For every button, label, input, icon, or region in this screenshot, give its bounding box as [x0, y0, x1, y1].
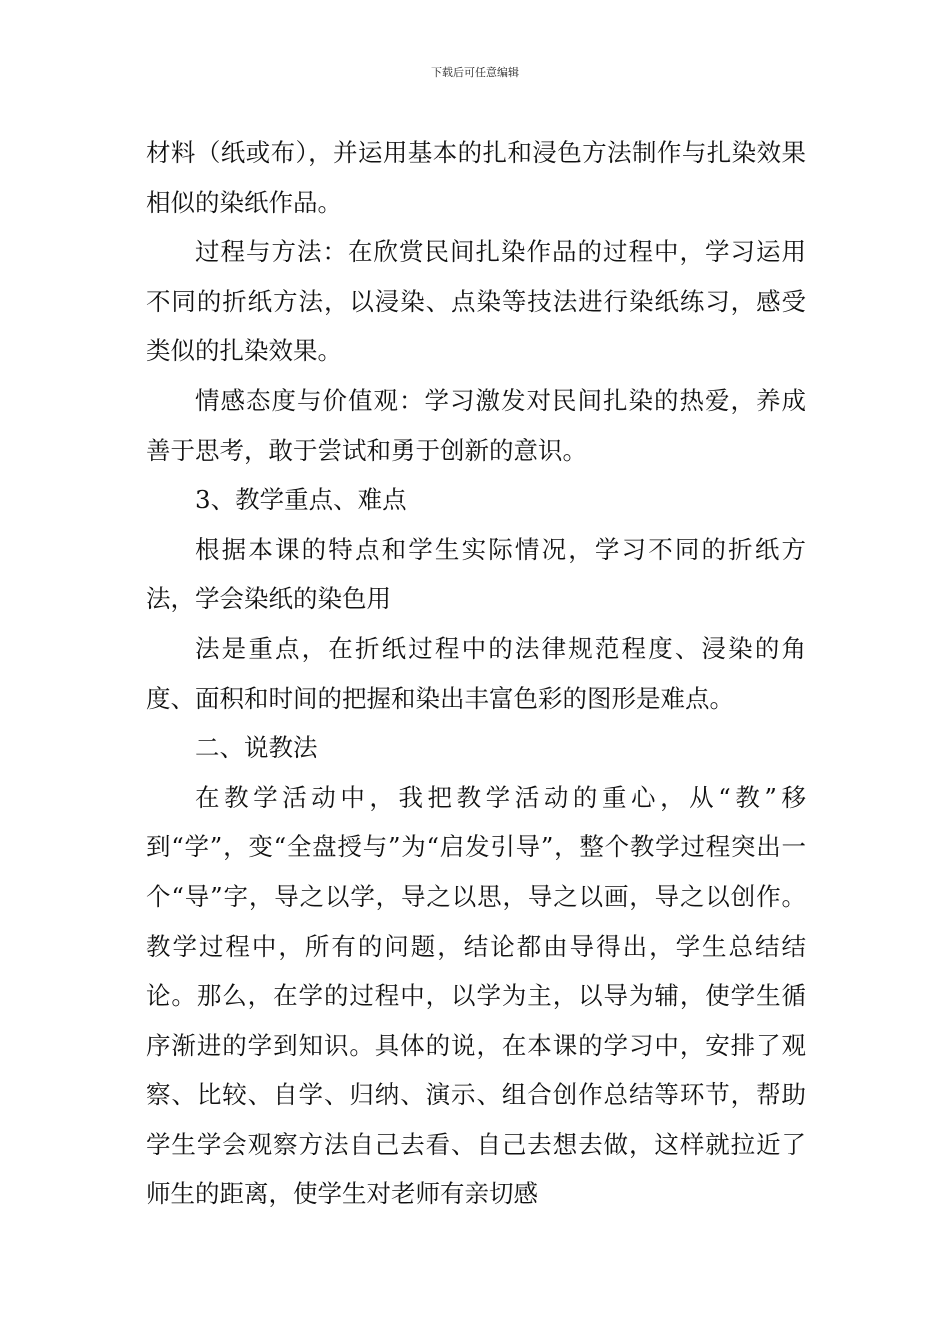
section-heading-teaching-method: 二、说教法	[195, 733, 318, 763]
section-heading-key-points: 3、教学重点、难点	[195, 485, 407, 515]
document-body	[146, 128, 806, 1219]
page-header: 下载后可任意编辑	[431, 66, 519, 79]
paragraph-5: 法是重点，在折纸过程中的法律规范程度、浸染的角度、面积和时间的把握和染出丰富色彩的图形是难点。	[146, 633, 806, 713]
paragraph-6: 在教学活动中，我把教学活动的重心，从“教”移到“学”，变“全盘授与”为“启发引导”，整个教学过程突出一个“导”字，导之以学，导之以思，导之以画，导之以创作。教学过程中，所有的问题，结论都由导得出，学生总结结论。那么，在学的过程中，以学为主，以导为辅，使学生循序渐进的学到知识。具体的说，在本课的学习中，安排了观察、比较、自学、归纳、演示、组合创作总结等环节，帮助学生学会观察方法自己去看、自己去想去做，这样就拉近了师生的距离，使学生对老师有亲切感	[146, 782, 806, 1209]
paragraph-4: 根据本课的特点和学生实际情况，学习不同的折纸方法，学会染纸的染色用	[146, 534, 806, 614]
paragraph-1: 材料（纸或布），并运用基本的扎和浸色方法制作与扎染效果相似的染纸作品。	[146, 138, 806, 217]
paragraph-3: 情感态度与价值观：学习激发对民间扎染的热爱，养成善于思考，敢于尝试和勇于创新的意识。	[146, 385, 806, 465]
paragraph-2: 过程与方法：在欣赏民间扎染作品的过程中，学习运用不同的折纸方法，以浸染、点染等技法进行染纸练习，感受类似的扎染效果。	[146, 237, 806, 366]
